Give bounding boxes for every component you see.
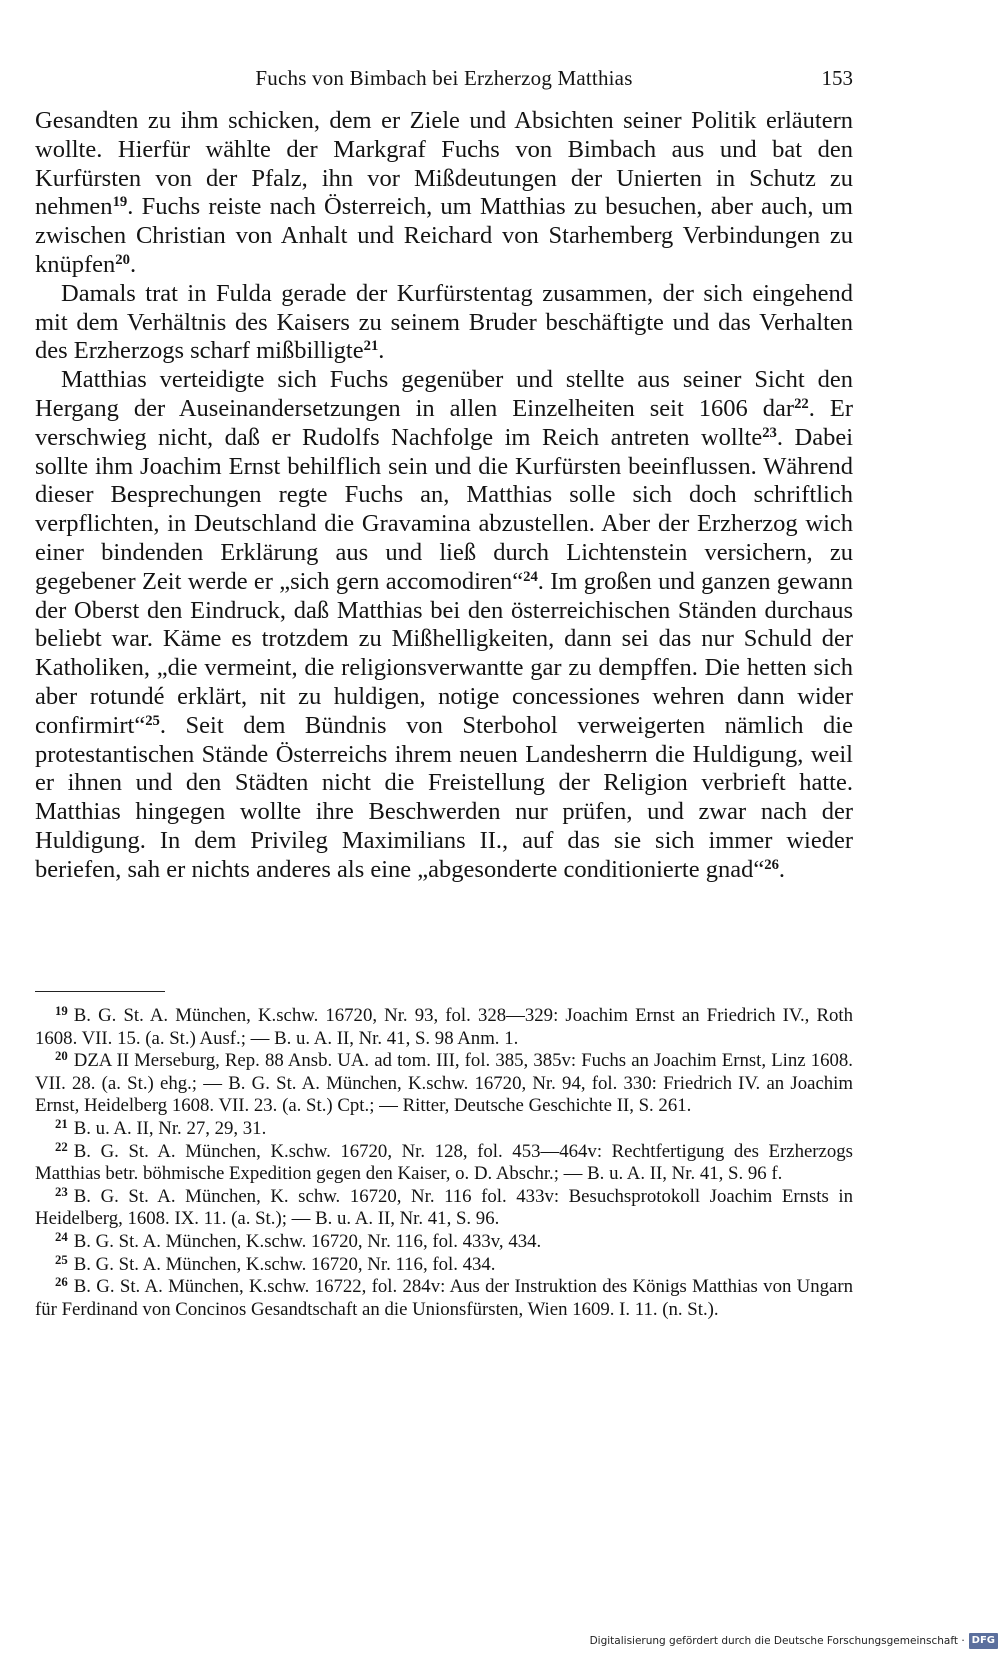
text-run: . Seit dem Bündnis von Sterbohol verweigerten nämlich die protestantischen Stände Österreichs ihrem neuen Landesherrn die Huldigung, weil er ihnen und den Städten nicht die Freistellung der Religion verbrieft hatte. Matthias hingegen wollte ihre Beschwerden nur prüfen, und zwar nach der Huldigung. In dem Privileg Maximilians II., auf das sie sich immer wieder beriefen, sah er nichts anderes als eine „abgesonderte conditionierte gnad“ xyxy=(35,711,853,883)
credit-text: Digitalisierung gefördert durch die Deutsche Forschungsgemeinschaft · xyxy=(589,1635,965,1647)
dfg-logo: DFG xyxy=(969,1633,998,1649)
footnote-text: B. G. St. A. München, K.schw. 16720, Nr. 93, fol. 328—329: Joachim Ernst an Friedrich IV., Roth 1608. VII. 15. (a. St.) Ausf.; — B. u. A. II, Nr. 41, S. 98 Anm. 1. xyxy=(35,1005,853,1049)
footnote-reference: 22 xyxy=(794,395,809,412)
running-title: Fuchs von Bimbach bei Erzherzog Matthias xyxy=(255,66,633,90)
footnote-reference: 25 xyxy=(145,712,160,729)
body-paragraph xyxy=(35,107,853,280)
footnote xyxy=(35,1276,853,1321)
body-paragraph xyxy=(35,366,853,884)
footnote-number: 23 xyxy=(55,1185,68,1199)
footnote-number: 25 xyxy=(55,1252,68,1267)
body-paragraph xyxy=(35,280,853,366)
footnote-text: B. u. A. II, Nr. 27, 29, 31. xyxy=(73,1117,267,1139)
footnote xyxy=(35,1186,853,1231)
footnote xyxy=(35,1050,853,1118)
text-run: Matthias verteidigte sich Fuchs gegenüber und stellte aus seiner Sicht den Hergang der Auseinandersetzungen in allen Einzelheiten seit 1606 dar xyxy=(35,366,853,422)
footnote xyxy=(35,1254,853,1277)
main-text xyxy=(35,107,853,885)
footnote-text: B. G. St. A. München, K.schw. 16720, Nr. 116, fol. 433v, 434. xyxy=(73,1230,542,1252)
footnote xyxy=(35,1005,853,1050)
footnote-reference: 20 xyxy=(115,251,130,268)
footnote-number: 20 xyxy=(55,1049,68,1064)
footnote-text: B. G. St. A. München, K.schw. 16722, fol. 284v: Aus der Instruktion des Königs Matthias von Ungarn für Ferdinand von Concinos Gesandtschaft an die Unionsfürsten, Wien 1609. I. 11. (n. St.). xyxy=(35,1276,853,1320)
footnote-reference: 23 xyxy=(762,424,777,441)
footnotes xyxy=(35,1005,853,1321)
page-number: 153 xyxy=(821,66,853,90)
footnote-number: 21 xyxy=(55,1117,68,1132)
text-run: . xyxy=(129,250,137,278)
footnote xyxy=(35,1231,853,1254)
footnote-separator xyxy=(35,991,165,992)
footnote-number: 24 xyxy=(55,1230,68,1245)
footnote-reference: 21 xyxy=(363,338,379,355)
footnote-text: B. G. St. A. München, K. schw. 16720, Nr. 116 fol. 433v: Besuchsprotokoll Joachim Ernsts in Heidelberg, 1608. IX. 11. (a. St.); — B. u. A. II, Nr. 41, S. 96. xyxy=(35,1185,853,1230)
footnote-reference: 19 xyxy=(112,194,128,211)
digitization-credit xyxy=(590,1632,998,1650)
text-run: . xyxy=(378,337,385,365)
page-header xyxy=(35,66,853,98)
footnote-text: DZA II Merseburg, Rep. 88 Ansb. UA. ad tom. III, fol. 385, 385v: Fuchs an Joachim Ernst, Linz 1608. VII. 28. (a. St.) ehg.; — B. G. St. A. München, K.schw. 16720, Nr. 94, fol. 330: Friedrich IV. an Joachim Ernst, Heidelberg 1608. VII. 23. (a. St.) Cpt.; — Ritter, Deutsche Geschichte II, S. 261. xyxy=(35,1050,853,1117)
footnote-number: 26 xyxy=(55,1275,68,1290)
footnote-text: B. G. St. A. München, K.schw. 16720, Nr. 116, fol. 434. xyxy=(73,1253,496,1275)
footnote-text: B. G. St. A. München, K.schw. 16720, Nr. 128, fol. 453—464v: Rechtfertigung des Erzherzogs Matthias betr. böhmische Expedition gegen den Kaiser, o. D. Abschr.; — B. u. A. II, Nr. 41, S. 96 f. xyxy=(35,1140,853,1185)
text-run: . Im großen und ganzen gewann der Oberst den Eindruck, daß Matthias bei den österreichischen Ständen durchaus beliebt war. Käme es trotzdem zu Mißhelligkeiten, dann sei das nur Schuld der Katholiken, „die vermeint, die religionsverwantte gar zu dempffen. Die hetten sich aber rotundé erklärt, nit zu huldigen, notige concessiones wehren dann wider confirmirt“ xyxy=(35,567,853,739)
text-run: . Fuchs reiste nach Österreich, um Matthias zu besuchen, aber auch, um zwischen Christian von Anhalt und Reichard von Starhemberg Verbindungen zu knüpfen xyxy=(35,193,853,278)
text-run: Gesandten zu ihm schicken, dem er Ziele und Absichten seiner Politik erläutern wollte. Hierfür wählte der Markgraf Fuchs von Bimbach aus und bat den Kurfürsten von der Pfalz, ihn vor Mißdeutungen der Unierten in Schutz zu nehmen xyxy=(35,107,853,221)
footnote-reference: 24 xyxy=(523,568,538,585)
footnote xyxy=(35,1118,853,1141)
text-run: . Er verschwieg nicht, daß er Rudolfs Nachfolge im Reich antreten wollte xyxy=(35,394,854,451)
text-run: . xyxy=(778,855,786,883)
footnote-reference: 26 xyxy=(764,856,779,873)
footnote-number: 22 xyxy=(55,1139,68,1154)
footnote-number: 19 xyxy=(55,1004,68,1019)
text-run: . Dabei sollte ihm Joachim Ernst behilflich sein und die Kurfürsten beeinflussen. Während dieser Besprechungen regte Fuchs an, Matthias solle sich doch schriftlich verpflichten, in Deutschland die Gravamina abzustellen. Aber der Erzherzog wich einer bindenden Erklärung aus und ließ durch Lichtenstein versichern, zu gegebener Zeit werde er „sich gern accomodiren“ xyxy=(35,423,853,595)
text-run: Damals trat in Fulda gerade der Kurfürstentag zusammen, der sich eingehend mit dem Verhältnis des Kaisers zu seinem Bruder beschäftigte und das Verhalten des Erzherzogs scharf mißbilligte xyxy=(35,279,853,365)
footnote xyxy=(35,1141,853,1186)
